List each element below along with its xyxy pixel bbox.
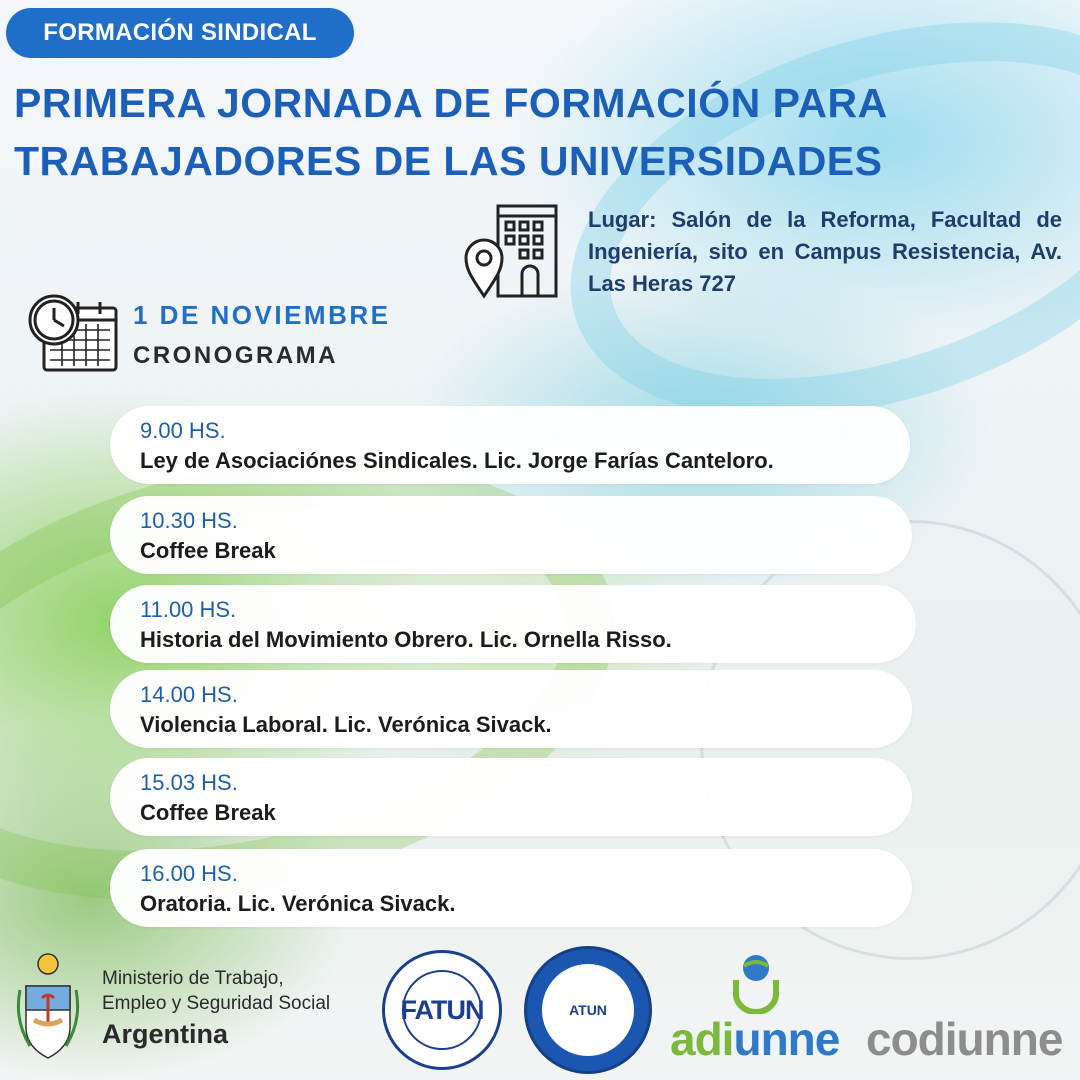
schedule-time: 9.00 HS. — [140, 418, 226, 443]
fatun-logo-text: FATUN — [402, 970, 482, 1050]
ministry-line-2: Empleo y Seguridad Social — [102, 993, 331, 1014]
schedule-heading: CRONOGRAMA — [133, 342, 338, 369]
title-line-1: PRIMERA JORNADA DE FORMACIÓN PARA — [14, 80, 888, 126]
schedule-desc: Coffee Break — [140, 800, 276, 825]
adiunne-logo-b: unne — [733, 1013, 840, 1065]
codiunne-logo: codiunne — [866, 1013, 1063, 1065]
adiunne-logo-a: adi — [670, 1013, 734, 1065]
schedule-item — [110, 849, 912, 927]
atun-logo — [524, 946, 652, 1074]
schedule-time: 10.30 HS. — [140, 508, 238, 533]
adiunne-u-icon — [728, 952, 784, 1014]
building-location-icon — [462, 200, 562, 300]
schedule-time: 15.03 HS. — [140, 770, 238, 795]
schedule-time: 11.00 HS. — [140, 597, 237, 622]
title-line-2: TRABAJADORES DE LAS UNIVERSIDADES — [14, 138, 883, 184]
schedule-time: 16.00 HS. — [140, 861, 238, 886]
schedule-item — [110, 585, 916, 663]
schedule-item — [110, 670, 912, 748]
calendar-clock-icon — [28, 290, 120, 374]
ministry-line-3: Argentina — [102, 1019, 229, 1049]
adiunne-logo — [670, 1012, 839, 1066]
schedule-item — [110, 758, 912, 836]
schedule-desc: Coffee Break — [140, 538, 276, 563]
schedule-item — [110, 496, 912, 574]
schedule-desc: Violencia Laboral. Lic. Verónica Sivack. — [140, 712, 552, 737]
ministry-line-1: Ministerio de Trabajo, — [102, 968, 284, 989]
schedule-time: 14.00 HS. — [140, 682, 238, 707]
category-badge: FORMACIÓN SINDICAL — [6, 8, 354, 58]
ministry-logo-text — [102, 966, 330, 1052]
schedule-desc: Historia del Movimiento Obrero. Lic. Ornella Risso. — [140, 627, 672, 652]
argentina-shield-icon — [12, 950, 84, 1062]
location-text: Lugar: Salón de la Reforma, Facultad de Ingeniería, sito en Campus Resistencia, Av. Las Heras 727 — [588, 207, 1062, 296]
fatun-logo — [382, 950, 502, 1070]
schedule-item — [110, 406, 910, 484]
event-date: 1 DE NOVIEMBRE — [133, 300, 391, 330]
event-title — [14, 74, 1014, 190]
atun-logo-text: ATUN — [542, 964, 634, 1056]
schedule-desc: Ley de Asociaciónes Sindicales. Lic. Jorge Farías Canteloro. — [140, 448, 774, 473]
schedule-desc: Oratoria. Lic. Verónica Sivack. — [140, 891, 456, 916]
